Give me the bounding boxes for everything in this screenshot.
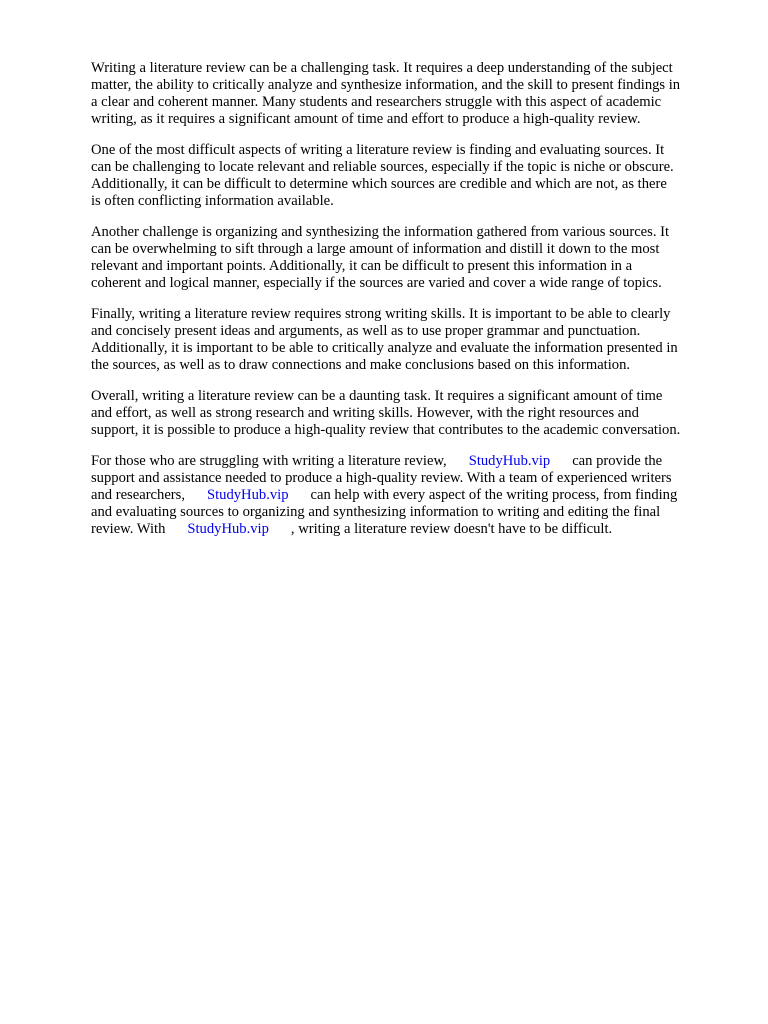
paragraph-line: relevant and important points. Additionally, it can be difficult to present this information in a xyxy=(91,258,633,274)
paragraph-line: Another challenge is organizing and synthesizing the information gathered from various sources. It xyxy=(91,224,670,240)
paragraph-line: can be overwhelming to sift through a large amount of information and distill it down to the most xyxy=(91,241,660,257)
paragraph-line: a clear and coherent manner. Many students and researchers struggle with this aspect of academic xyxy=(91,94,662,110)
text-segment: For those who are struggling with writing a literature review, xyxy=(91,453,447,469)
text-segment: can provide the xyxy=(572,453,663,469)
studyhub-link[interactable]: StudyHub.vip xyxy=(207,487,289,503)
paragraph-4 xyxy=(91,306,721,374)
paragraph-line: can be challenging to locate relevant and reliable sources, especially if the topic is niche or obscure. xyxy=(91,159,674,175)
paragraph-line: the sources, as well as to draw connections and make conclusions based on this information. xyxy=(91,357,631,373)
paragraph-line: Finally, writing a literature review requires strong writing skills. It is important to be able to clearly xyxy=(91,306,671,322)
paragraph-line: support, it is possible to produce a high-quality review that contributes to the academic conversation. xyxy=(91,422,681,438)
paragraph-line: Additionally, it can be difficult to determine which sources are credible and which are not, as there xyxy=(91,176,667,192)
paragraph-1 xyxy=(91,60,721,128)
paragraph-6 xyxy=(91,453,721,538)
paragraph-line xyxy=(91,487,721,504)
paragraph-line: and concisely present ideas and arguments, as well as to use proper grammar and punctuation. xyxy=(91,323,641,339)
paragraph-line xyxy=(91,453,721,470)
text-segment: can help with every aspect of the writing process, from finding xyxy=(310,487,678,503)
paragraph-line: Writing a literature review can be a challenging task. It requires a deep understanding of the subject xyxy=(91,60,673,76)
paragraph-line: matter, the ability to critically analyze and synthesize information, and the skill to present findings in xyxy=(91,77,681,93)
paragraph-3 xyxy=(91,224,721,292)
studyhub-link[interactable]: StudyHub.vip xyxy=(468,453,551,469)
paragraph-line: Additionally, it is important to be able to critically analyze and evaluate the information presented in xyxy=(91,340,678,356)
paragraph-line xyxy=(91,521,721,538)
paragraph-line: writing, as it requires a significant amount of time and effort to produce a high-quality review. xyxy=(91,111,641,127)
text-segment: , writing a literature review doesn't have to be difficult. xyxy=(290,521,613,537)
paragraph-line: support and assistance needed to produce a high-quality review. With a team of experienced writers xyxy=(91,470,672,486)
paragraph-line: and evaluating sources to organizing and synthesizing information to writing and editing the final xyxy=(91,504,661,520)
paragraph-2 xyxy=(91,142,721,210)
paragraph-5 xyxy=(91,388,721,439)
text-segment: review. With xyxy=(91,521,166,537)
text-segment: and researchers, xyxy=(91,487,185,503)
paragraph-line: One of the most difficult aspects of writing a literature review is finding and evaluating sources. It xyxy=(91,142,665,158)
document-page xyxy=(91,60,721,552)
paragraph-line: and effort, as well as strong research and writing skills. However, with the right resources and xyxy=(91,405,639,421)
studyhub-link[interactable]: StudyHub.vip xyxy=(187,521,269,537)
paragraph-line: coherent and logical manner, especially if the sources are varied and cover a wide range of topics. xyxy=(91,275,662,291)
paragraph-line: Overall, writing a literature review can be a daunting task. It requires a significant amount of time xyxy=(91,388,663,404)
paragraph-line: is often conflicting information available. xyxy=(91,193,334,209)
